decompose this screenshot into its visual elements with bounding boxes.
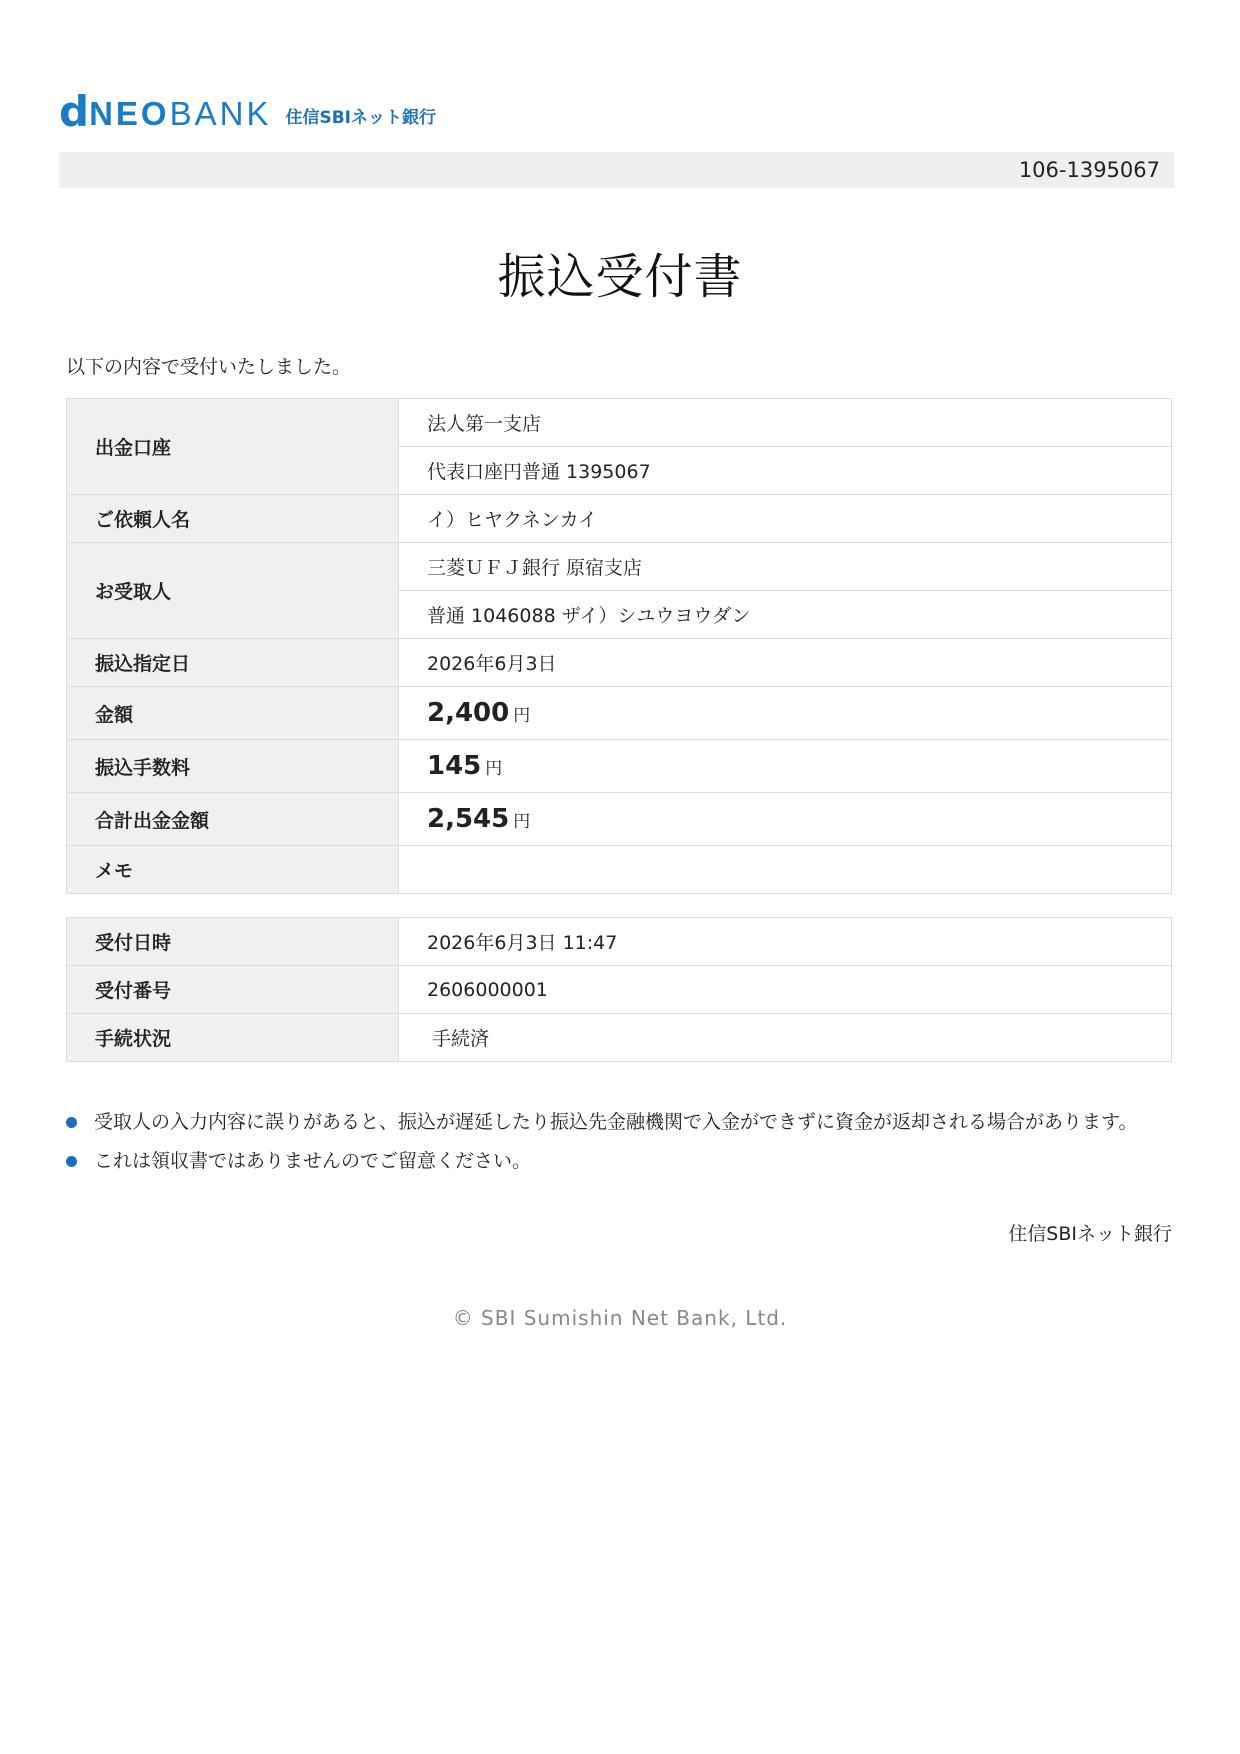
receipt-number-label: 受付番号 <box>67 966 399 1014</box>
fee-cell <box>399 740 1172 793</box>
recipient-account-value: 普通 1046088 ザイ）シユウヨウダン <box>399 591 1172 639</box>
neobank-logo <box>59 87 436 136</box>
table-row <box>67 1014 1172 1062</box>
status-label: 手続状況 <box>67 1014 399 1062</box>
page-title: 振込受付書 <box>497 249 743 305</box>
copyright-text: © SBI Sumishin Net Bank, Ltd. <box>452 1306 788 1330</box>
account-number-bar <box>59 152 1174 188</box>
table-row <box>67 687 1172 740</box>
total-cell <box>399 793 1172 846</box>
receipt-info-table <box>66 917 1172 1062</box>
account-number: 106-1395067 <box>1018 158 1160 182</box>
intro-text: 以下の内容で受付いたしました。 <box>66 356 352 378</box>
table-row <box>67 918 1172 966</box>
logo-neo-text: NEO <box>89 95 170 132</box>
table-row <box>67 639 1172 687</box>
footer-bank-name: 住信SBIネット銀行 <box>1008 1223 1172 1245</box>
table-row <box>67 846 1172 894</box>
logo-d-mark: d <box>59 87 88 136</box>
list-item: これは領収書ではありませんのでご留意ください。 <box>66 1144 1137 1183</box>
source-branch-value: 法人第一支店 <box>399 399 1172 447</box>
receipt-datetime-value: 2026年6月3日 11:47 <box>399 918 1172 966</box>
amount-cell <box>399 687 1172 740</box>
table-row <box>67 793 1172 846</box>
total-label: 合計出金金額 <box>67 793 399 846</box>
amount-value: 2,400 <box>427 698 510 728</box>
fee-yen-unit: 円 <box>485 759 503 779</box>
status-value: 手続済 <box>399 1014 1172 1062</box>
table-row <box>67 966 1172 1014</box>
total-yen-unit: 円 <box>513 812 531 832</box>
receipt-datetime-label: 受付日時 <box>67 918 399 966</box>
amount-label: 金額 <box>67 687 399 740</box>
source-account-label: 出金口座 <box>67 399 399 495</box>
receipt-number-value: 2606000001 <box>399 966 1172 1014</box>
memo-value <box>399 846 1172 894</box>
notes-list <box>66 1105 1137 1183</box>
table-row <box>67 495 1172 543</box>
amount-yen-unit: 円 <box>513 706 531 726</box>
table-row <box>67 399 1172 447</box>
source-account-value: 代表口座円普通 1395067 <box>399 447 1172 495</box>
transfer-date-label: 振込指定日 <box>67 639 399 687</box>
fee-label: 振込手数料 <box>67 740 399 793</box>
requester-value: イ）ヒヤクネンカイ <box>399 495 1172 543</box>
table-row <box>67 543 1172 591</box>
fee-value: 145 <box>427 751 482 781</box>
logo-bank-text: BANK <box>169 95 272 132</box>
transfer-details-table <box>66 398 1172 894</box>
table-row <box>67 740 1172 793</box>
memo-label: メモ <box>67 846 399 894</box>
recipient-bank-value: 三菱ＵＦＪ銀行 原宿支店 <box>399 543 1172 591</box>
requester-label: ご依頼人名 <box>67 495 399 543</box>
logo-bank-subname: 住信SBIネット銀行 <box>285 108 436 128</box>
recipient-label: お受取人 <box>67 543 399 639</box>
transfer-date-value: 2026年6月3日 <box>399 639 1172 687</box>
total-value: 2,545 <box>427 804 510 834</box>
list-item: 受取人の入力内容に誤りがあると、振込が遅延したり振込先金融機関で入金ができずに資金が返却される場合があります。 <box>66 1105 1137 1144</box>
